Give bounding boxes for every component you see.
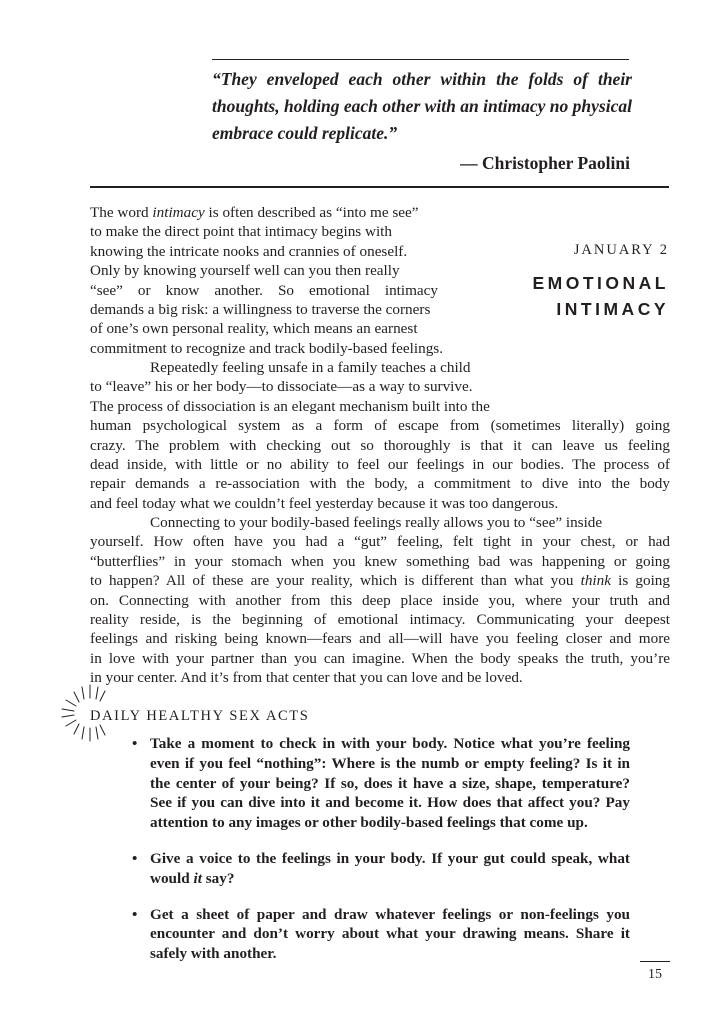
paragraph-line: feelings and risking being known—fears and all—will have you feeling closer and more [90,630,670,648]
text-run: is often described as “into me see” [204,204,419,221]
quote-top-rule [212,59,629,60]
paragraph-line: reality reside, is the beginning of emotional intimacy. Communicating your deepest [90,610,670,628]
bullet-icon: • [132,905,138,923]
entry-date: JANUARY 2 [573,242,669,258]
paragraph-line: on. Connecting with another from this deep place inside you, where your truth and [90,591,670,609]
act-text: Get a sheet of paper and draw whatever feelings or non-feelings you encounter and don’t worry about what your drawing means. Share it safely with another. [150,905,630,963]
paragraph-line: to make the direct point that intimacy begins with [90,223,392,241]
paragraph-line: and feel today what we couldn’t feel yesterday because it was too dangerous. [90,494,559,512]
list-item [132,905,630,964]
act-text: Take a moment to check in with your body. Notice what you’re feeling even if you feel “nothing”: Where is the numb or empty feeling? Is it in the center of your being? If so, does it have a size, shape, temperature? See if you can dive into it and become it. How does that affect you? Pay attention to any images or other bodily-based feelings that come up. [150,735,630,832]
paragraph-line: The process of dissociation is an elegant mechanism built into the [90,397,490,415]
entry-title-line-1: EMOTIONAL [532,273,669,293]
daily-acts-list [132,734,630,964]
paragraph-line: knowing the intricate nooks and crannies of oneself. [90,242,408,260]
paragraph-line: commitment to recognize and track bodily-based feelings. [90,339,443,357]
quote-bottom-rule [90,186,669,188]
paragraph-line [90,571,670,590]
paragraph-line: of one’s own personal reality, which means an earnest [90,320,418,338]
paragraph-line: yourself. How often have you had a “gut” feeling, felt tight in your chest, or had [90,533,670,551]
list-item [132,734,630,833]
paragraph-line [90,203,440,222]
paragraph-1 [90,203,443,358]
emphasis-text: think [580,572,611,590]
text-run: is going [610,572,670,590]
bullet-icon: • [132,849,138,867]
paragraph-line: Repeatedly feeling unsafe in a family teaches a child [150,359,471,376]
paragraph-line: dead inside, with little or no ability to feel our feelings in our bodies. The process of [90,455,670,473]
paragraph-line: crazy. The problem with checking out so thoroughly is that it can leave us feeling [90,436,670,454]
act-text: say? [201,869,235,887]
text-run: to happen? All of these are your reality, which is different than what you [90,572,581,590]
paragraph-line: human psychological system as a form of escape from (sometimes literally) going [90,417,670,435]
paragraph-line: in love with your partner than you can imagine. When the body speaks the truth, you’re [90,649,670,667]
daily-acts-heading: DAILY HEALTHY SEX ACTS [90,708,310,724]
text-run: The word [90,204,153,221]
page-number: 15 [648,967,662,982]
epigraph-author: — Christopher Paolini [460,153,630,173]
entry-title [533,270,670,322]
paragraph-3 [90,513,670,688]
paragraph-line: Connecting to your bodily-based feelings really allows you to “see” inside [150,514,603,531]
emphasis-text: it [193,869,202,887]
act-text: Give a voice to the feelings in your body. If your gut could speak, what would [150,849,630,887]
paragraph-line: to “leave” his or her body—to dissociate—as a way to survive. [90,378,473,396]
paragraph-line: repair demands a re-association with the body, a commitment to dive into the body [90,475,670,493]
paragraph-line: Only by knowing yourself well can you then really [90,262,400,280]
paragraph-line: in your center. And it’s from that center that you can love and be loved. [90,669,523,687]
entry-title-line-2: INTIMACY [556,299,669,319]
paragraph-2 [90,358,670,513]
paragraph-line: demands a big risk: a willingness to traverse the corners [90,300,431,318]
emphasis-text: intimacy [152,204,205,221]
list-item [132,849,630,889]
epigraph-quote: “They enveloped each other within the folds of their thoughts, holding each other with an intimacy no physical embrace could replicate.” [212,69,632,143]
paragraph-line: “see” or know another. So emotional intimacy [90,281,438,299]
paragraph-line: “butterflies” in your stomach when you knew something bad was happening or going [90,552,670,570]
bullet-icon: • [132,735,138,752]
page-number-rule [640,961,670,962]
